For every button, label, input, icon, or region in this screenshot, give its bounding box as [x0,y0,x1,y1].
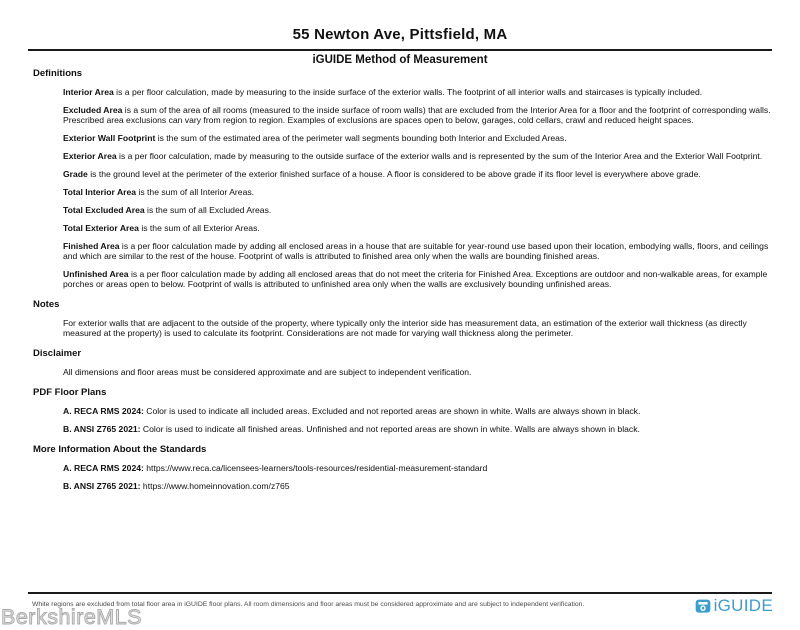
pdf-standard-item [63,424,771,434]
definition-term: Exterior Area [63,151,117,161]
footer-divider [28,592,772,594]
disclaimer-paragraph: All dimensions and floor areas must be considered approximate and are subject to independent verification. [63,367,472,377]
definition-text: is the sum of all Interior Areas. [136,187,255,197]
standard-term: B. ANSI Z765 2021: [63,424,141,434]
notes-body [63,318,771,338]
section-heading-more-information: More Information About the Standards [33,444,207,455]
definition-term: Excluded Area [63,105,123,115]
definitions-list [63,87,771,289]
notes-paragraph: For exterior walls that are adjacent to the outside of the property, where typically only the interior side has measurement data, an estimation of the exterior wall thickness (as directly measured at the property) is used to calculate its footprint. Considerations are not made for varying wall thickness along the perimeter. [63,318,747,338]
standard-text: Color is used to indicate all included areas. Excluded and not reported areas are shown in white. Walls are always shown in black. [143,406,641,416]
section-heading-pdf-floor-plans: PDF Floor Plans [33,387,107,398]
document-page [0,26,800,629]
definition-term: Unfinished Area [63,269,129,279]
iguide-camera-icon [695,598,711,614]
definition-text: is a per floor calculation made by adding all enclosed areas in a house that are suitable for year-round use based upon their location, embodying walls, floors, and ceilings and which are similar to the rest of the house. Footprint of walls is attributed to finished area only when the walls are bounding finished areas. [63,241,769,261]
definition-term: Interior Area [63,87,114,97]
definition-paragraph [63,205,771,215]
definition-text: is the ground level at the perimeter of the exterior finished surface of a house. A floor is considered to be above grade if its floor level is everywhere above grade. [87,169,701,179]
header-divider [28,49,772,51]
definition-paragraph [63,87,771,97]
iguide-logo-text: iGUIDE [713,596,773,615]
standard-url: https://www.homeinnovation.com/z765 [140,481,290,491]
pdf-standard-item [63,406,771,416]
definition-term: Total Excluded Area [63,205,145,215]
standards-links-list [63,463,771,491]
definition-term: Grade [63,169,88,179]
page-subtitle: iGUIDE Method of Measurement [312,54,488,66]
standard-link-item [63,481,771,491]
definition-paragraph [63,223,771,233]
page-title: 55 Newton Ave, Pittsfield, MA [292,26,508,43]
definition-paragraph [63,269,771,289]
definition-paragraph [63,151,771,161]
disclaimer-body [63,367,771,377]
definition-text: is the sum of all Exterior Areas. [138,223,260,233]
berkshire-mls-watermark: BerkshireMLS [1,605,143,629]
definition-term: Total Exterior Area [63,223,139,233]
definition-text: is a per floor calculation made by adding all enclosed areas that do not meet the criteria for Finished Area. Exceptions are outdoor and non-walkable areas, for example porches or areas open to below. Footprint of walls is attributed to unfinished area only when the walls are exclusively bounding unfinished areas. [63,269,768,289]
footer [32,596,773,616]
standard-text: Color is used to indicate all finished areas. Unfinished and not reported areas are shown in white. Walls are always shown in black. [140,424,640,434]
definition-text: is a sum of the area of all rooms (measured to the inside surface of room walls) that are excluded from the Interior Area for a floor and the footprint of corresponding walls. Prescribed area exclusions can vary from region to region. Examples of exclusions are spaces open to below, garages, cold cellars, crawl and reduced height spaces. [63,105,771,125]
definition-text: is the sum of all Excluded Areas. [144,205,272,215]
section-heading-notes: Notes [33,299,60,310]
definition-term: Exterior Wall Footprint [63,133,156,143]
definition-text: is the sum of the estimated area of the perimeter wall segments bounding both Interior and Excluded Areas. [155,133,567,143]
standard-term: A. RECA RMS 2024: [63,406,144,416]
iguide-logo [695,596,773,616]
standard-url: https://www.reca.ca/licensees-learners/tools-resources/residential-measurement-standard [143,463,488,473]
section-heading-disclaimer: Disclaimer [33,348,82,359]
footer-note: White regions are excluded from total floor area in iGUIDE floor plans. All room dimensions and floor areas must be considered approximate and are subject to independent verification. [32,601,585,608]
definition-paragraph [63,105,771,125]
definition-paragraph [63,133,771,143]
standard-term: A. RECA RMS 2024: [63,463,144,473]
section-heading-definitions: Definitions [33,68,83,79]
definition-text: is a per floor calculation, made by measuring to the outside surface of the exterior walls and is represented by the sum of the Interior Area and the Exterior Wall Footprint. [116,151,763,161]
definition-paragraph [63,241,771,261]
standard-link-item [63,463,771,473]
pdf-floor-plans-list [63,406,771,434]
definition-text: is a per floor calculation, made by measuring to the inside surface of the exterior walls. The footprint of all interior walls and staircases is typically included. [113,87,703,97]
definition-term: Finished Area [63,241,120,251]
definition-paragraph [63,187,771,197]
definition-paragraph [63,169,771,179]
definition-term: Total Interior Area [63,187,137,197]
standard-term: B. ANSI Z765 2021: [63,481,141,491]
